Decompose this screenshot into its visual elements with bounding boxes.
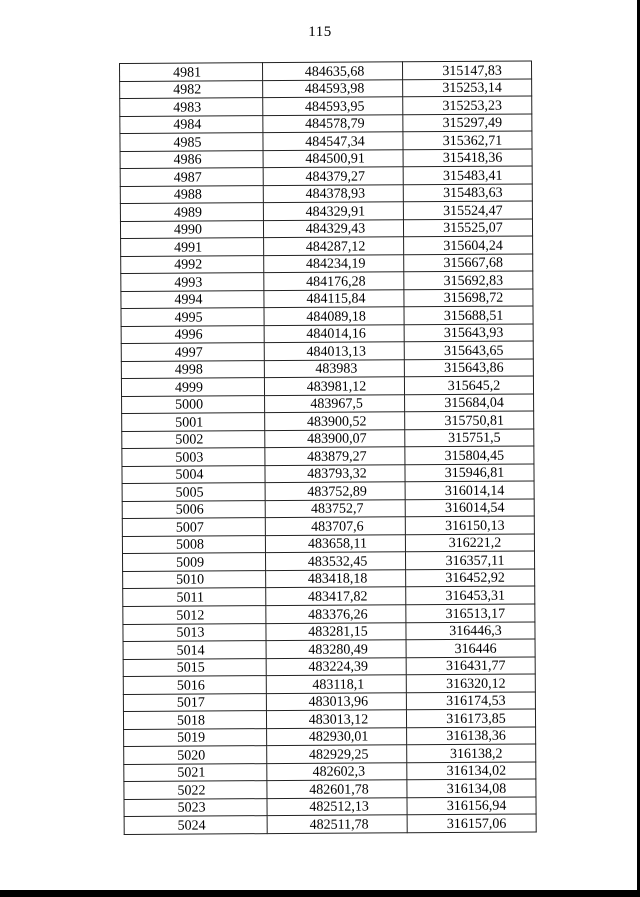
table-row [123, 604, 535, 624]
point-number-cell: 5010 [123, 571, 266, 589]
table-row [123, 674, 535, 694]
table-row [122, 499, 534, 519]
table-row [123, 586, 535, 606]
table-row [122, 411, 534, 431]
x-coordinate-cell: 484593,98 [263, 79, 403, 97]
x-coordinate-cell: 482511,78 [267, 815, 407, 833]
y-coordinate-cell: 315804,45 [405, 446, 534, 464]
x-coordinate-cell: 484234,19 [264, 254, 404, 272]
y-coordinate-cell: 316138,36 [407, 727, 536, 745]
x-coordinate-cell: 483281,15 [266, 622, 406, 640]
point-number-cell: 5013 [123, 623, 266, 641]
y-coordinate-cell: 315751,5 [405, 429, 534, 447]
point-number-cell: 5002 [122, 430, 265, 448]
point-number-cell: 5016 [123, 676, 266, 694]
table-row [123, 569, 535, 589]
point-number-cell: 5024 [124, 816, 267, 834]
x-coordinate-cell: 484176,28 [264, 272, 404, 290]
x-coordinate-cell: 483280,49 [266, 640, 406, 658]
table-row [122, 446, 534, 466]
table-row [121, 341, 533, 361]
point-number-cell: 5021 [124, 763, 267, 781]
x-coordinate-cell: 483417,82 [266, 587, 406, 605]
x-coordinate-cell: 484547,34 [263, 132, 403, 150]
x-coordinate-cell: 483981,12 [264, 377, 404, 395]
coordinates-table-body [120, 61, 537, 834]
x-coordinate-cell: 484578,79 [263, 114, 403, 132]
y-coordinate-cell: 316446 [406, 639, 535, 657]
table-row [123, 692, 535, 712]
y-coordinate-cell: 315524,47 [403, 201, 532, 219]
y-coordinate-cell: 315418,36 [403, 149, 532, 167]
point-number-cell: 5008 [122, 536, 265, 554]
x-coordinate-cell: 484593,95 [263, 97, 403, 115]
x-coordinate-cell: 483879,27 [265, 447, 405, 465]
x-coordinate-cell: 484378,93 [263, 184, 403, 202]
y-coordinate-cell: 315483,41 [403, 166, 532, 184]
table-row [122, 516, 534, 536]
table-row [123, 709, 535, 729]
point-number-cell: 4995 [121, 308, 264, 326]
point-number-cell: 5023 [124, 798, 267, 816]
x-coordinate-cell: 483118,1 [266, 675, 406, 693]
x-coordinate-cell: 483752,7 [265, 500, 405, 518]
point-number-cell: 5007 [122, 518, 265, 536]
table-row [122, 464, 534, 484]
table-row [122, 429, 534, 449]
y-coordinate-cell: 315643,86 [404, 359, 533, 377]
point-number-cell: 4994 [121, 290, 264, 308]
y-coordinate-cell: 315362,71 [403, 131, 532, 149]
point-number-cell: 5022 [124, 781, 267, 799]
table-row [121, 324, 533, 344]
y-coordinate-cell: 316134,02 [407, 762, 536, 780]
x-coordinate-cell: 484379,27 [263, 167, 403, 185]
table-row [124, 727, 536, 747]
point-number-cell: 4997 [121, 343, 264, 361]
x-coordinate-cell: 484287,12 [264, 237, 404, 255]
y-coordinate-cell: 316134,08 [407, 779, 536, 797]
y-coordinate-cell: 315483,63 [403, 184, 532, 202]
point-number-cell: 4987 [120, 168, 263, 186]
y-coordinate-cell: 316150,13 [405, 516, 534, 534]
x-coordinate-cell: 482512,13 [267, 797, 407, 815]
table-row [120, 166, 532, 186]
point-number-cell: 5019 [124, 728, 267, 746]
x-coordinate-cell: 483224,39 [266, 657, 406, 675]
table-row [121, 236, 533, 256]
table-row [121, 289, 533, 309]
table-row [121, 271, 533, 291]
y-coordinate-cell: 316513,17 [406, 604, 535, 622]
y-coordinate-cell: 316156,94 [407, 797, 536, 815]
x-coordinate-cell: 482929,25 [267, 745, 407, 763]
x-coordinate-cell: 484329,43 [263, 219, 403, 237]
table-row [121, 306, 533, 326]
point-number-cell: 5005 [122, 483, 265, 501]
point-number-cell: 4999 [121, 378, 264, 396]
y-coordinate-cell: 316357,11 [405, 551, 534, 569]
point-number-cell: 5014 [123, 641, 266, 659]
y-coordinate-cell: 315604,24 [404, 236, 533, 254]
table-row [124, 762, 536, 782]
table-row [123, 657, 535, 677]
point-number-cell: 5020 [124, 746, 267, 764]
point-number-cell: 5017 [123, 693, 266, 711]
table-row [120, 149, 532, 169]
x-coordinate-cell: 483707,6 [265, 517, 405, 535]
y-coordinate-cell: 315698,72 [404, 289, 533, 307]
table-row [122, 551, 534, 571]
y-coordinate-cell: 316138,2 [407, 744, 536, 762]
x-coordinate-cell: 484635,68 [263, 62, 403, 80]
x-coordinate-cell: 483013,96 [266, 692, 406, 710]
point-number-cell: 4993 [121, 273, 264, 291]
x-coordinate-cell: 483418,18 [266, 570, 406, 588]
point-number-cell: 4985 [120, 133, 263, 151]
y-coordinate-cell: 315643,65 [404, 341, 533, 359]
x-coordinate-cell: 484500,91 [263, 149, 403, 167]
table-row [122, 481, 534, 501]
y-coordinate-cell: 316014,14 [405, 481, 534, 499]
x-coordinate-cell: 484329,91 [263, 202, 403, 220]
y-coordinate-cell: 315525,07 [403, 219, 532, 237]
y-coordinate-cell: 316157,06 [407, 814, 536, 832]
table-row [124, 744, 536, 764]
point-number-cell: 5018 [123, 711, 266, 729]
y-coordinate-cell: 316173,85 [406, 709, 535, 727]
table-row [121, 254, 533, 274]
y-coordinate-cell: 315253,14 [403, 78, 532, 96]
point-number-cell: 5003 [122, 448, 265, 466]
y-coordinate-cell: 316014,54 [405, 499, 534, 517]
y-coordinate-cell: 315688,51 [404, 306, 533, 324]
x-coordinate-cell: 482930,01 [267, 727, 407, 745]
point-number-cell: 4983 [120, 98, 263, 116]
x-coordinate-cell: 483983 [264, 360, 404, 378]
y-coordinate-cell: 315946,81 [405, 464, 534, 482]
y-coordinate-cell: 316320,12 [406, 674, 535, 692]
y-coordinate-cell: 315645,2 [404, 376, 533, 394]
table-row [121, 376, 533, 396]
x-coordinate-cell: 483967,5 [265, 395, 405, 413]
table-row [123, 621, 535, 641]
x-coordinate-cell: 482602,3 [267, 762, 407, 780]
point-number-cell: 5001 [122, 413, 265, 431]
point-number-cell: 5012 [123, 606, 266, 624]
point-number-cell: 5004 [122, 465, 265, 483]
y-coordinate-cell: 315297,49 [403, 114, 532, 132]
y-coordinate-cell: 316174,53 [406, 692, 535, 710]
x-coordinate-cell: 484014,16 [264, 324, 404, 342]
x-coordinate-cell: 483658,11 [265, 535, 405, 553]
point-number-cell: 4982 [120, 80, 263, 98]
y-coordinate-cell: 315643,93 [404, 324, 533, 342]
point-number-cell: 4998 [121, 360, 264, 378]
point-number-cell: 5000 [122, 395, 265, 413]
y-coordinate-cell: 315684,04 [405, 394, 534, 412]
point-number-cell: 5011 [123, 588, 266, 606]
table-row [123, 639, 535, 659]
point-number-cell: 4988 [120, 185, 263, 203]
x-coordinate-cell: 483752,89 [265, 482, 405, 500]
point-number-cell: 4996 [121, 325, 264, 343]
y-coordinate-cell: 315750,81 [405, 411, 534, 429]
y-coordinate-cell: 316221,2 [405, 534, 534, 552]
table-row [120, 184, 532, 204]
point-number-cell: 4984 [120, 115, 263, 133]
table-row [120, 131, 532, 151]
point-number-cell: 4990 [120, 220, 263, 238]
x-coordinate-cell: 484089,18 [264, 307, 404, 325]
point-number-cell: 4992 [121, 255, 264, 273]
table-row [124, 814, 536, 834]
table-row [120, 219, 532, 239]
coordinates-table [119, 60, 537, 834]
point-number-cell: 5006 [122, 501, 265, 519]
y-coordinate-cell: 316453,31 [406, 586, 535, 604]
table-row [122, 394, 534, 414]
page-number: 115 [308, 24, 332, 40]
table-row [120, 78, 532, 98]
y-coordinate-cell: 315692,83 [404, 271, 533, 289]
x-coordinate-cell: 483532,45 [265, 552, 405, 570]
table-row [124, 797, 536, 817]
table-row [121, 359, 533, 379]
x-coordinate-cell: 483376,26 [266, 605, 406, 623]
x-coordinate-cell: 484013,13 [264, 342, 404, 360]
point-number-cell: 5015 [123, 658, 266, 676]
table-row [124, 779, 536, 799]
y-coordinate-cell: 315147,83 [402, 61, 531, 79]
table-row [120, 96, 532, 116]
point-number-cell: 4991 [121, 238, 264, 256]
point-number-cell: 4986 [120, 150, 263, 168]
x-coordinate-cell: 483793,32 [265, 465, 405, 483]
table-row [120, 114, 532, 134]
table-row [122, 534, 534, 554]
x-coordinate-cell: 482601,78 [267, 780, 407, 798]
table-row [120, 201, 532, 221]
y-coordinate-cell: 316452,92 [406, 569, 535, 587]
y-coordinate-cell: 316431,77 [406, 657, 535, 675]
x-coordinate-cell: 483900,52 [265, 412, 405, 430]
x-coordinate-cell: 484115,84 [264, 289, 404, 307]
point-number-cell: 5009 [122, 553, 265, 571]
x-coordinate-cell: 483013,12 [266, 710, 406, 728]
x-coordinate-cell: 483900,07 [265, 430, 405, 448]
y-coordinate-cell: 316446,3 [406, 621, 535, 639]
point-number-cell: 4989 [120, 203, 263, 221]
point-number-cell: 4981 [120, 63, 263, 81]
y-coordinate-cell: 315253,23 [403, 96, 532, 114]
table-row [120, 61, 532, 81]
y-coordinate-cell: 315667,68 [404, 254, 533, 272]
scan-border-bottom [0, 890, 640, 897]
